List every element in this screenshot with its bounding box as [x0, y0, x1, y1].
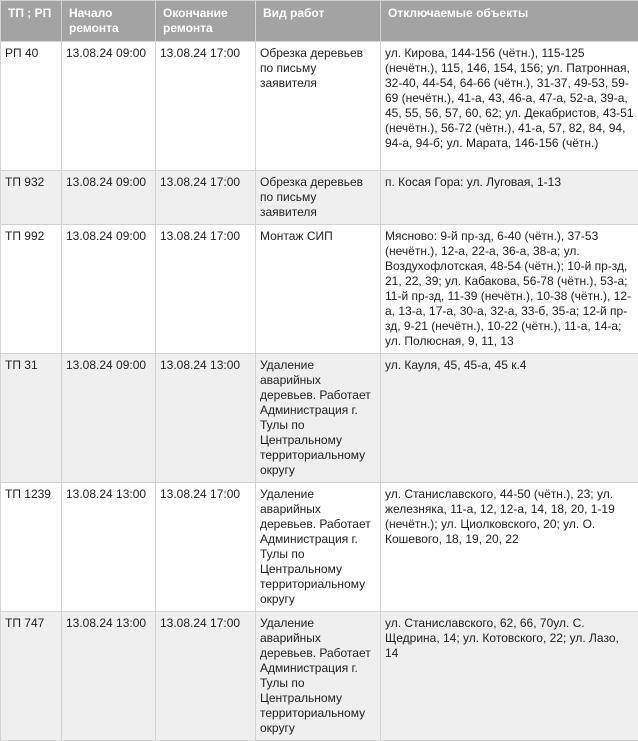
cell-start: 13.08.24 09:00 [62, 225, 156, 354]
table-row [1, 483, 638, 612]
cell-end: 13.08.24 13:00 [156, 354, 256, 483]
header-end: Окончание ремонта [156, 1, 256, 42]
cell-work: Удаление аварийных деревьев. Работает Администрация г. Тулы по Центральному территориальному округу [256, 354, 381, 483]
cell-tp: РП 40 [1, 42, 62, 171]
table-row [1, 612, 638, 741]
cell-start: 13.08.24 09:00 [62, 42, 156, 171]
cell-work: Обрезка деревьев по письму заявителя [256, 171, 381, 225]
header-objects: Отключаемые объекты [381, 1, 638, 42]
table-row [1, 171, 638, 225]
cell-start: 13.08.24 13:00 [62, 483, 156, 612]
cell-end: 13.08.24 17:00 [156, 42, 256, 171]
cell-start: 13.08.24 09:00 [62, 171, 156, 225]
cell-tp: ТП 932 [1, 171, 62, 225]
cell-end: 13.08.24 17:00 [156, 483, 256, 612]
cell-objects: п. Косая Гора: ул. Луговая, 1-13 [381, 171, 638, 225]
table-row [1, 225, 638, 354]
cell-tp: ТП 31 [1, 354, 62, 483]
cell-start: 13.08.24 09:00 [62, 354, 156, 483]
cell-end: 13.08.24 17:00 [156, 612, 256, 741]
cell-objects: Мясново: 9-й пр-зд, 6-40 (чётн.), 37-53 (нечётн.), 12-а, 22-а, 36-а, 38-а; ул. Воздухофлотская, 48-54 (чётн.); 10-й пр-зд, 21, 22, 39; ул. Кабакова, 56-78 (чётн.), 53-а; 11-й пр-зд, 11-39 (нечётн.), 10-38 (чётн.), 12-а, 13-а, 17-а, 30-а, 32-а, 33-б, 35-а; 12-й пр-зд, 9-21 (нечётн.), 10-22 (чётн.), 11-а, 14-а; ул. Полюсная, 9, 11, 13 [381, 225, 638, 354]
table-row [1, 354, 638, 483]
header-row [1, 1, 638, 42]
cell-start: 13.08.24 13:00 [62, 612, 156, 741]
cell-objects: ул. Кауля, 45, 45-а, 45 к.4 [381, 354, 638, 483]
cell-work: Монтаж СИП [256, 225, 381, 354]
cell-objects: ул. Кирова, 144-156 (чётн.), 115-125 (нечётн.), 115, 146, 154, 156; ул. Патронная, 32-40, 44-54, 64-66 (чётн.), 31-37, 49-53, 59-69 (нечётн.), 41-а, 43, 46-а, 47-а, 52-а, 39-а, 45, 55, 56, 57, 60, 62; ул. Декабристов, 43-51 (нечётн.), 56-72 (чётн.), 41-а, 57, 82, 84, 94, 94-а, 94-б; ул. Марата, 146-156 (чётн.) [381, 42, 638, 171]
header-tp: ТП ; РП [1, 1, 62, 42]
cell-work: Удаление аварийных деревьев. Работает Администрация г. Тулы по Центральному территориальному округу [256, 483, 381, 612]
cell-tp: ТП 1239 [1, 483, 62, 612]
cell-tp: ТП 992 [1, 225, 62, 354]
cell-work: Обрезка деревьев по письму заявителя [256, 42, 381, 171]
cell-objects: ул. Станиславского, 44-50 (чётн.), 23; ул. железняка, 11-а, 12, 12-а, 14, 18, 20, 1-19 (нечётн.); ул. Циолковского, 20; ул. О. Кошевого, 18, 19, 20, 22 [381, 483, 638, 612]
header-start: Начало ремонта [62, 1, 156, 42]
cell-end: 13.08.24 17:00 [156, 225, 256, 354]
header-work: Вид работ [256, 1, 381, 42]
table-row [1, 42, 638, 171]
cell-work: Удаление аварийных деревьев. Работает Администрация г. Тулы по Центральному территориальному округу [256, 612, 381, 741]
cell-end: 13.08.24 17:00 [156, 171, 256, 225]
cell-objects: ул. Станиславского, 62, 66, 70ул. С. Щедрина, 14; ул. Котовского, 22; ул. Лазо, 14 [381, 612, 638, 741]
cell-tp: ТП 747 [1, 612, 62, 741]
